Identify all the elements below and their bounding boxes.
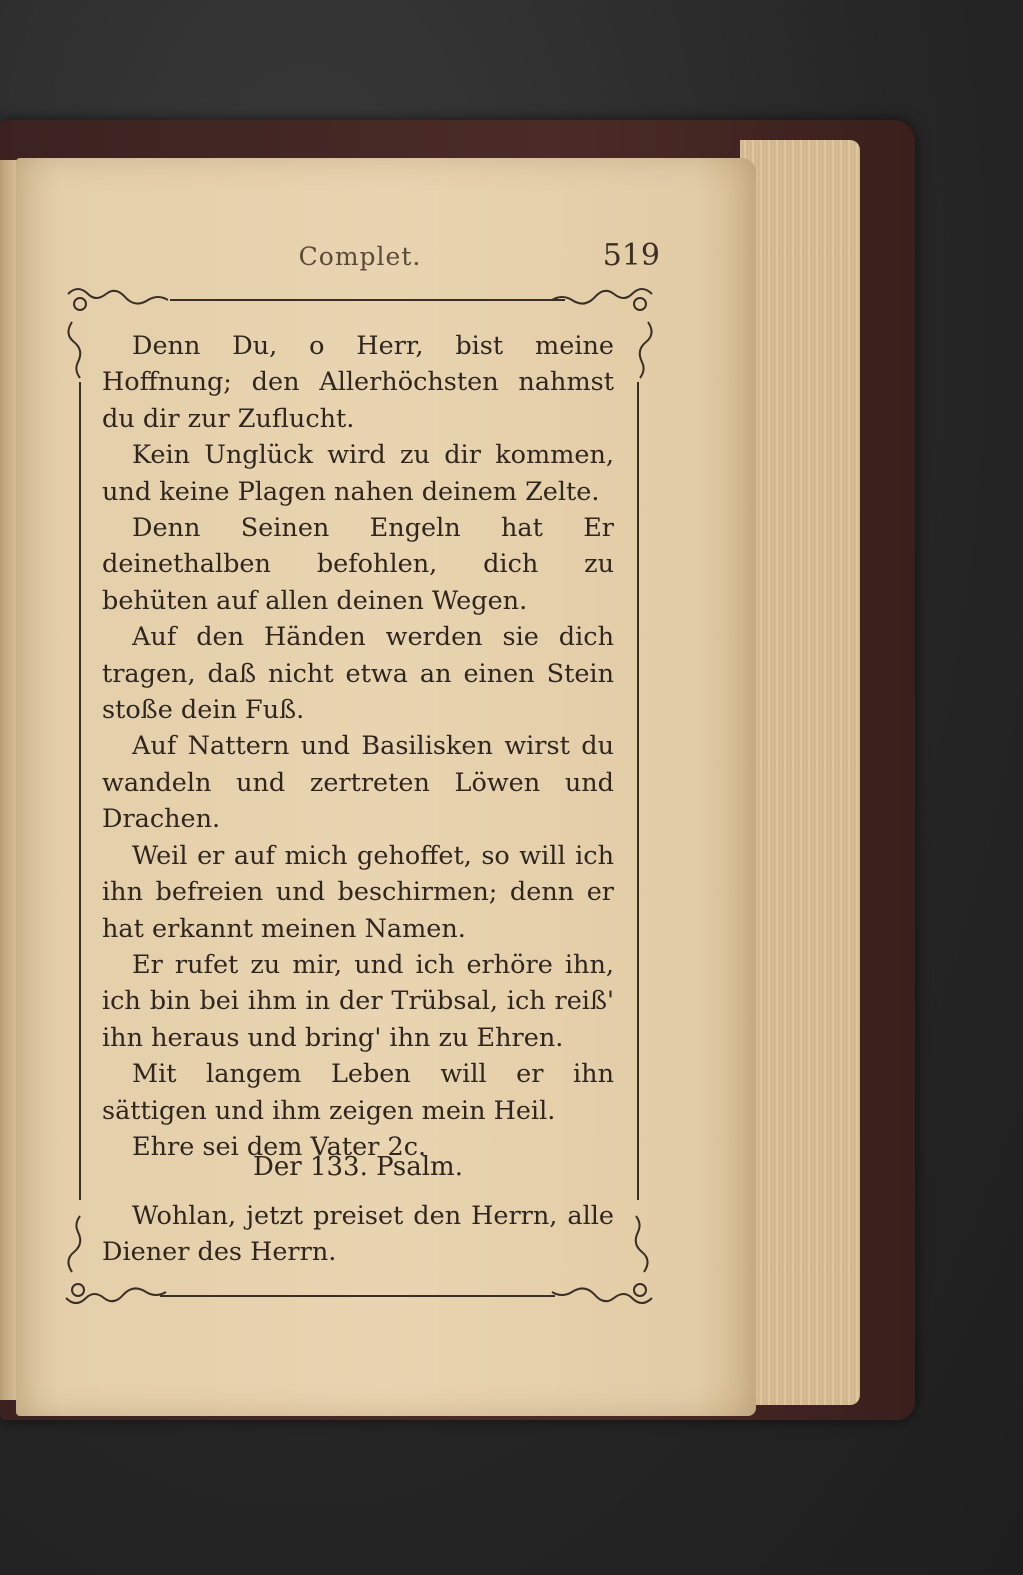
paragraph-1: Denn Du, o Herr, bist meine Hoffnung; den Allerhöchsten nahmst du dir zur Zuflucht. (102, 331, 614, 434)
paragraph-6: Weil er auf mich gehoffet, so will ich ihn befreien und beschirmen; denn er hat erkannt meinen Namen. (102, 840, 614, 944)
body-text (102, 328, 614, 1165)
paragraph-7: Er rufet zu mir, und ich erhöre ihn, ich bin bei ihm in der Trübsal, ich reiß' ihn heraus und bring' ihn zu Ehren. (102, 949, 614, 1053)
paragraph-8: Mit langem Leben will er ihn sättigen und ihm zeigen mein Heil. (102, 1059, 614, 1126)
paragraph-9: Ehre sei dem Vater 2c. (132, 1131, 427, 1162)
psalm-paragraph: Wohlan, jetzt preiset den Herrn, alle Diener des Herrn. (102, 1201, 614, 1268)
paragraph-3: Denn Seinen Engeln hat Er deinethalben befohlen, dich zu behüten auf allen deinen Wegen. (102, 513, 614, 616)
psalm-heading: Der 133. Psalm. (253, 1152, 463, 1182)
psalm-text (102, 1198, 614, 1271)
paragraph-4: Auf den Händen werden sie dich tragen, daß nicht etwa an einen Stein stoße dein Fuß. (102, 622, 614, 726)
page-stack-edge (740, 140, 860, 1405)
running-title: Complet. (298, 242, 422, 271)
paragraph-5: Auf Nattern und Basilisken wirst du wandeln und zertreten Löwen und Drachen. (102, 731, 614, 835)
page-number: 519 (602, 238, 660, 273)
paragraph-2: Kein Unglück wird zu dir kommen, und keine Plagen nahen deinem Zelte. (102, 440, 614, 507)
